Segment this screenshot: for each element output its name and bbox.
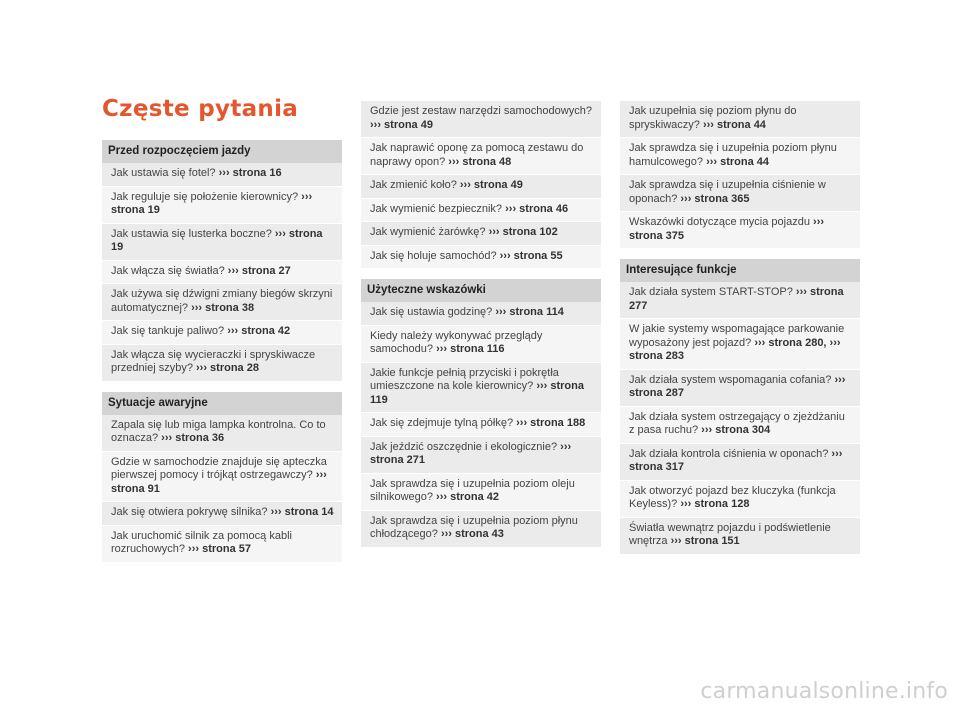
faq-item[interactable]: [361, 363, 601, 414]
faq-item[interactable]: [361, 302, 601, 326]
page-reference-link[interactable]: ››› strona 365: [680, 192, 750, 205]
faq-column-1: [102, 140, 342, 573]
faq-question: Jak działa kontrola ciśnienia w oponach?: [629, 447, 829, 460]
faq-question: Jak ustawia się fotel?: [111, 167, 216, 179]
faq-question: Jak się ustawia godzinę?: [370, 306, 493, 318]
page-reference-link[interactable]: ››› strona 42: [436, 491, 500, 503]
page-reference-link[interactable]: ››› strona 317: [629, 447, 843, 473]
faq-question: Jak uzupełnia się poziom płynu do spryskiwaczy?: [629, 105, 797, 131]
section-header: Przed rozpoczęciem jazdy: [102, 140, 342, 163]
page-reference-link[interactable]: ››› strona 304: [701, 424, 771, 436]
page-reference-link[interactable]: ››› strona 43: [440, 528, 504, 540]
faq-item[interactable]: [361, 474, 601, 511]
faq-question: Zapala się lub miga lampka kontrolna. Co to oznacza?: [111, 418, 326, 444]
page-reference-link[interactable]: ››› strona 19: [111, 227, 323, 253]
faq-item[interactable]: [102, 187, 342, 224]
faq-item[interactable]: [361, 326, 601, 363]
faq-item[interactable]: [102, 415, 342, 452]
section-header: Interesujące funkcje: [620, 259, 860, 282]
faq-question: Gdzie w samochodzie znajduje się apteczka pierwszej pomocy i trójkąt ostrzegawczy?: [111, 455, 327, 481]
page-reference-link[interactable]: ››› strona 287: [629, 373, 846, 399]
faq-question: Kiedy należy wykonywać przeglądy samochodu?: [370, 329, 543, 355]
faq-question: Jakie funkcje pełnią przyciski i pokrętła umieszczone na kole kierownicy?: [370, 366, 559, 392]
faq-question: Jak się zdejmuje tylną półkę?: [370, 417, 514, 429]
faq-section: [620, 101, 860, 249]
faq-question: Jak się tankuje paliwo?: [111, 325, 225, 337]
faq-item[interactable]: [620, 319, 860, 370]
faq-question: Jak ustawia się lusterka boczne?: [111, 227, 272, 240]
faq-item[interactable]: [361, 199, 601, 223]
faq-item[interactable]: [620, 282, 860, 319]
page-reference-link[interactable]: ››› strona 375: [629, 216, 825, 242]
page-reference-link[interactable]: ››› strona 44: [702, 118, 766, 131]
page-reference-link[interactable]: ››› strona 44: [706, 155, 770, 168]
page-reference-link[interactable]: ››› strona 119: [370, 380, 584, 406]
page-reference-link[interactable]: ››› strona 14: [270, 506, 334, 518]
faq-question: Jak włącza się wycieraczki i spryskiwacze przedniej szyby?: [111, 348, 316, 374]
page-reference-link[interactable]: ››› strona 49: [370, 118, 433, 131]
faq-item[interactable]: [620, 138, 860, 175]
faq-item[interactable]: [102, 261, 342, 285]
faq-list: [102, 415, 342, 563]
faq-item[interactable]: [620, 518, 860, 555]
page-reference-link[interactable]: ››› strona 42: [227, 325, 291, 337]
faq-question: Jak otworzyć pojazd bez kluczyka (funkcja Keyless)?: [629, 484, 836, 510]
faq-list: [102, 163, 342, 382]
page-reference-link[interactable]: ››› strona 102: [488, 226, 558, 238]
faq-item[interactable]: [620, 175, 860, 212]
faq-item[interactable]: [620, 370, 860, 407]
faq-question: Jak reguluje się położenie kierownicy?: [111, 190, 299, 203]
faq-list: [361, 101, 601, 269]
faq-item[interactable]: [102, 502, 342, 526]
faq-item[interactable]: [361, 511, 601, 548]
faq-question: Jak działa system wspomagania cofania?: [629, 373, 832, 386]
section-header: Sytuacje awaryjne: [102, 392, 342, 415]
faq-item[interactable]: [620, 101, 860, 138]
faq-item[interactable]: [620, 407, 860, 444]
page-title: Częste pytania: [102, 96, 299, 122]
faq-question: Jak używa się dźwigni zmiany biegów skrzyni automatycznej?: [111, 288, 333, 314]
page-reference-link[interactable]: ››› strona 28: [196, 362, 259, 374]
page-reference-link[interactable]: ››› strona 49: [459, 179, 523, 191]
faq-item[interactable]: [361, 222, 601, 246]
page-reference-link[interactable]: ››› strona 38: [191, 301, 255, 314]
faq-list: [620, 101, 860, 249]
faq-section: [102, 140, 342, 382]
faq-question: Wskazówki dotyczące mycia pojazdu: [629, 216, 810, 228]
faq-question: Jak się otwiera pokrywę silnika?: [111, 506, 268, 518]
page-reference-link[interactable]: ››› strona 91: [111, 469, 327, 495]
page-reference-link[interactable]: ››› strona 46: [505, 202, 569, 215]
faq-item[interactable]: [620, 481, 860, 518]
faq-question: Jak jeździć oszczędnie i ekologicznie?: [370, 440, 558, 453]
faq-column-3: [620, 101, 860, 565]
page-reference-link[interactable]: ››› strona 116: [436, 343, 505, 355]
faq-question: Jak zmienić koło?: [370, 179, 457, 191]
faq-item[interactable]: [361, 101, 601, 138]
faq-column-2: [361, 101, 601, 558]
faq-section: [620, 259, 860, 555]
faq-list: [361, 302, 601, 548]
faq-question: Jak sprawdza się i uzupełnia poziom płynu hamulcowego?: [629, 142, 837, 168]
faq-question: Jak naprawić oponę za pomocą zestawu do naprawy opon?: [370, 142, 584, 168]
faq-item[interactable]: [361, 138, 601, 175]
faq-item[interactable]: [102, 345, 342, 382]
faq-question: Jak działa system ostrzegający o zjeżdżaniu z pasa ruchu?: [629, 410, 845, 436]
faq-question: Jak sprawdza się i uzupełnia poziom płynu chłodzącego?: [370, 514, 578, 540]
page-reference-link[interactable]: ››› strona 114: [495, 306, 564, 318]
faq-section: [102, 392, 342, 563]
faq-question: Jak wymienić bezpiecznik?: [370, 202, 503, 215]
faq-section: [361, 279, 601, 548]
faq-item[interactable]: [361, 246, 601, 270]
faq-item[interactable]: [102, 284, 342, 321]
watermark: carmanualsonline.info: [700, 679, 948, 704]
faq-section: [361, 101, 601, 269]
faq-item[interactable]: [102, 224, 342, 261]
faq-question: Jak sprawdza się i uzupełnia poziom oleju silnikowego?: [370, 477, 575, 503]
page-reference-link[interactable]: ››› strona 188: [516, 417, 586, 429]
page-reference-link[interactable]: ››› strona 36: [161, 432, 225, 444]
page-reference-link[interactable]: ››› strona 151: [670, 535, 740, 547]
faq-question: W jakie systemy wspomagające parkowanie wyposażony jest pojazd?: [629, 323, 845, 349]
page-reference-link[interactable]: ››› strona 19: [111, 190, 313, 216]
page-reference-link[interactable]: ››› strona 277: [629, 286, 844, 312]
faq-question: Jak się holuje samochód?: [370, 249, 497, 262]
page-reference-link[interactable]: ››› strona 57: [188, 543, 252, 555]
page-reference-link[interactable]: ››› strona 48: [448, 155, 512, 168]
faq-item[interactable]: [102, 163, 342, 187]
faq-question: Jak sprawdza się i uzupełnia ciśnienie w oponach?: [629, 179, 826, 205]
faq-list: [620, 282, 860, 555]
faq-item[interactable]: [361, 175, 601, 199]
page-reference-link[interactable]: ››› strona 128: [680, 498, 750, 510]
faq-item[interactable]: [620, 212, 860, 249]
faq-question: Światła wewnątrz pojazdu i podświetlenie wnętrza: [629, 521, 831, 547]
faq-item[interactable]: [102, 321, 342, 345]
faq-item[interactable]: [102, 452, 342, 503]
faq-question: Jak uruchomić silnik za pomocą kabli rozruchowych?: [111, 529, 292, 555]
page-reference-link[interactable]: ››› strona 27: [227, 264, 291, 277]
faq-question: Jak działa system START-STOP?: [629, 286, 793, 298]
faq-question: Jak włącza się światła?: [111, 264, 225, 277]
faq-item[interactable]: [361, 437, 601, 474]
page-reference-link[interactable]: ››› strona 271: [370, 440, 572, 466]
faq-item[interactable]: [361, 413, 601, 437]
page-reference-link[interactable]: ››› strona 280, ››› strona 283: [629, 336, 841, 362]
faq-question: Gdzie jest zestaw narzędzi samochodowych?: [370, 105, 592, 117]
faq-item[interactable]: [102, 526, 342, 563]
faq-item[interactable]: [620, 444, 860, 481]
page-reference-link[interactable]: ››› strona 55: [499, 249, 563, 262]
page-reference-link[interactable]: ››› strona 16: [218, 167, 282, 179]
section-header: Użyteczne wskazówki: [361, 279, 601, 302]
faq-question: Jak wymienić żarówkę?: [370, 226, 486, 238]
